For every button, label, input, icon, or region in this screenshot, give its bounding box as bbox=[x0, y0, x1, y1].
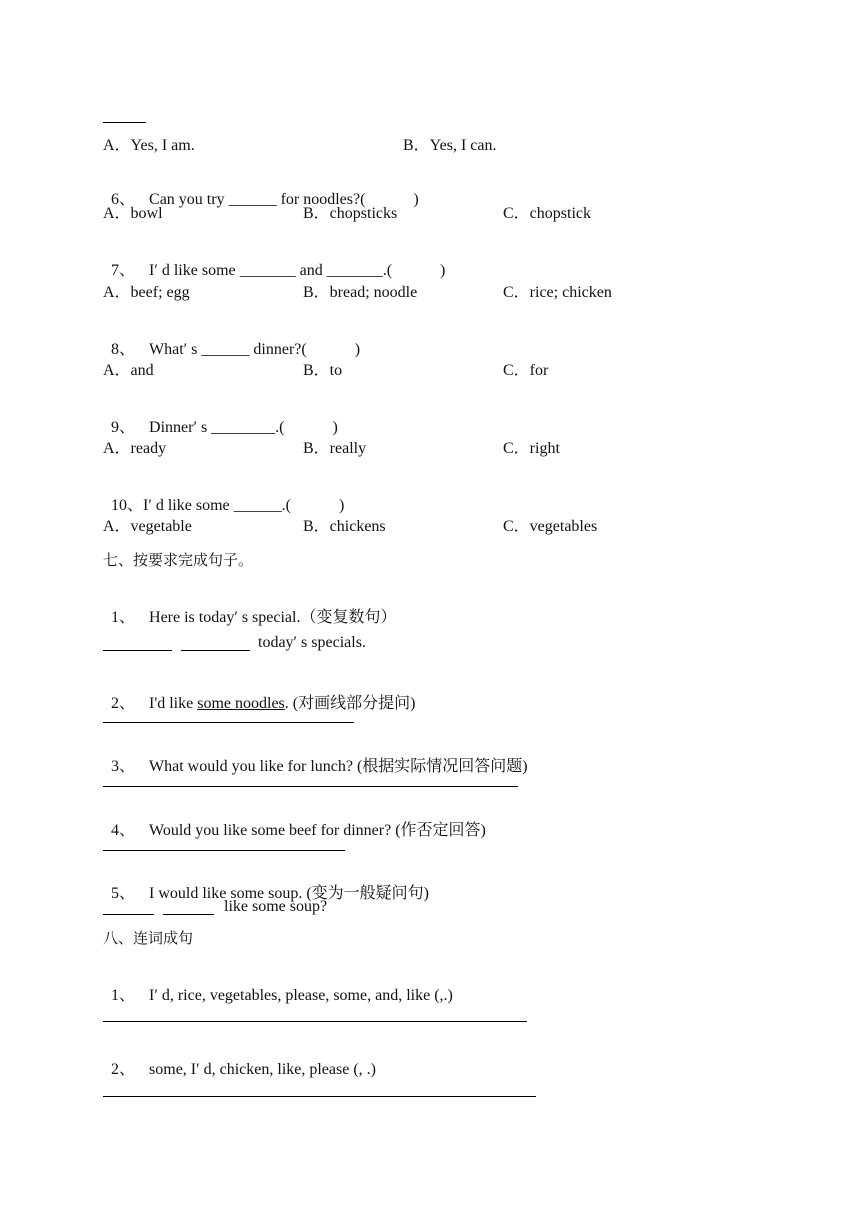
option-c: C．chopstick bbox=[503, 205, 591, 222]
answer-line[interactable] bbox=[103, 1021, 527, 1022]
sentence-number: 3、 bbox=[111, 758, 136, 775]
option-c: C．right bbox=[503, 440, 560, 457]
option-c: C．vegetables bbox=[503, 518, 598, 535]
question-number: 8、 bbox=[111, 341, 136, 358]
option-a: A．Yes, I am. bbox=[103, 137, 195, 154]
answer-blank-line bbox=[103, 122, 146, 123]
sentence-2 bbox=[103, 1040, 376, 1080]
sentence-text: I would like some soup. (变为一般疑问句) bbox=[149, 885, 429, 902]
question-7 bbox=[103, 241, 445, 281]
sentence-1 bbox=[103, 588, 396, 628]
sentence-number: 4、 bbox=[111, 822, 136, 839]
question-9 bbox=[103, 398, 338, 438]
option-b: B．chickens bbox=[303, 518, 386, 535]
option-b: B．to bbox=[303, 362, 343, 379]
question-number: 10、 bbox=[111, 497, 144, 514]
answer-line[interactable] bbox=[103, 786, 518, 787]
question-text: Can you try ______ for noodles?( ) bbox=[149, 191, 419, 208]
option-a: A．and bbox=[103, 362, 154, 379]
answer-line[interactable] bbox=[103, 1096, 536, 1097]
sentence-text: I′ d, rice, vegetables, please, some, and, like (,.) bbox=[149, 987, 453, 1004]
question-number: 6、 bbox=[111, 191, 136, 208]
sentence-2 bbox=[103, 674, 415, 714]
section-title: 八、连词成句 bbox=[103, 929, 194, 947]
sentence-text: What would you like for lunch? (根据实际情况回答问题) bbox=[149, 758, 528, 775]
option-a: A．ready bbox=[103, 440, 167, 457]
answer-blank[interactable] bbox=[181, 650, 250, 651]
sentence-4 bbox=[103, 801, 486, 841]
question-text: Dinner′ s ________.( ) bbox=[149, 419, 338, 436]
sentence-text: some, I′ d, chicken, like, please (, .) bbox=[149, 1061, 376, 1078]
option-b: B．chopsticks bbox=[303, 205, 398, 222]
answer-line[interactable] bbox=[103, 850, 345, 851]
answer-blank[interactable] bbox=[163, 914, 214, 915]
option-b: B．really bbox=[303, 440, 367, 457]
sentence-number: 2、 bbox=[111, 1061, 136, 1078]
option-b: B．Yes, I can. bbox=[403, 137, 497, 154]
section-title: 七、按要求完成句子。 bbox=[103, 551, 254, 569]
question-text: I′ d like some ______.( ) bbox=[143, 497, 345, 514]
answer-blank[interactable] bbox=[103, 650, 172, 651]
sentence-number: 1、 bbox=[111, 609, 136, 626]
sentence-number: 5、 bbox=[111, 885, 136, 902]
sentence-text: Would you like some beef for dinner? (作否定回答) bbox=[149, 822, 486, 839]
sentence-3 bbox=[103, 737, 528, 777]
option-c: C．rice; chicken bbox=[503, 284, 612, 301]
answer-blank[interactable] bbox=[103, 914, 154, 915]
option-a: A．beef; egg bbox=[103, 284, 190, 301]
question-number: 7、 bbox=[111, 262, 136, 279]
sentence-text-pre: I'd like bbox=[149, 695, 198, 712]
option-c: C．for bbox=[503, 362, 549, 379]
question-number: 9、 bbox=[111, 419, 136, 436]
answer-line[interactable] bbox=[103, 722, 354, 723]
answer-tail: like some soup? bbox=[224, 898, 328, 915]
sentence-number: 2、 bbox=[111, 695, 136, 712]
question-text: What′ s ______ dinner?( ) bbox=[149, 341, 361, 358]
option-b: B．bread; noodle bbox=[303, 284, 418, 301]
sentence-number: 1、 bbox=[111, 987, 136, 1004]
option-a: A．vegetable bbox=[103, 518, 192, 535]
question-10 bbox=[103, 476, 344, 516]
question-8 bbox=[103, 320, 360, 360]
sentence-1 bbox=[103, 966, 453, 1006]
question-text: I′ d like some _______ and _______.( ) bbox=[149, 262, 446, 279]
underlined-phrase: some noodles bbox=[197, 695, 285, 712]
option-a: A．bowl bbox=[103, 205, 163, 222]
sentence-text: Here is today′ s special.（变复数句） bbox=[149, 609, 397, 626]
answer-tail: today′ s specials. bbox=[258, 634, 366, 651]
sentence-text-post: . (对画线部分提问) bbox=[284, 695, 416, 712]
